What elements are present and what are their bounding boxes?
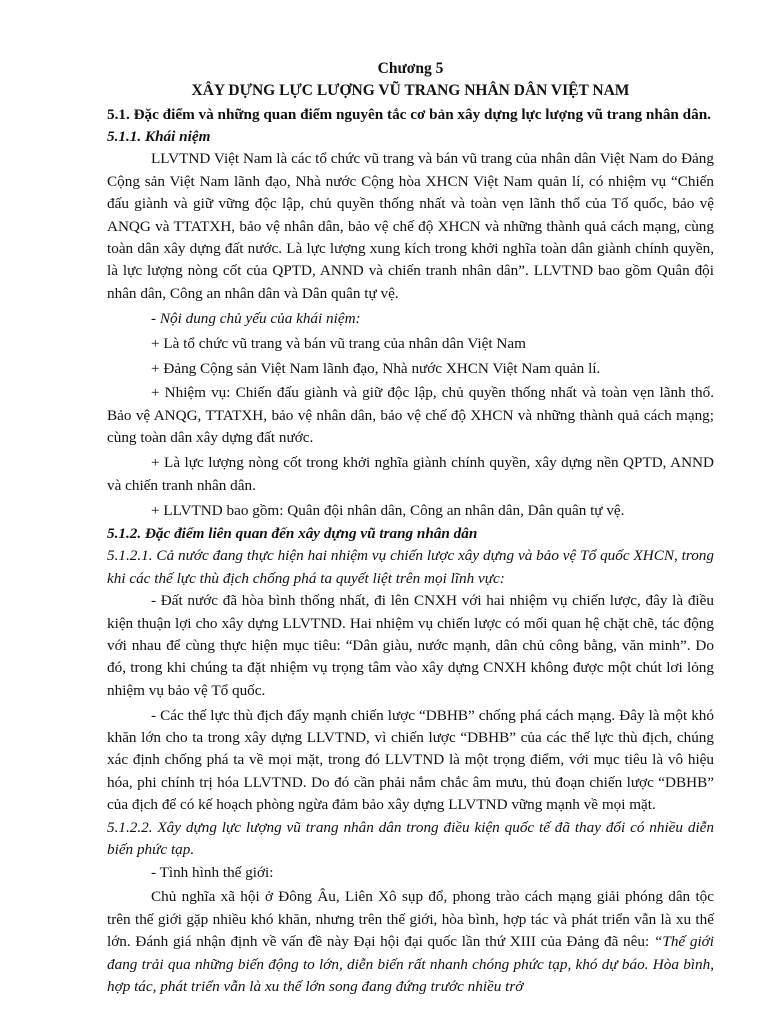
congress-quote: “Thế giới đang trải qua những biến động to lớn, diễn biến rất nhanh chóng phức tạp, khó dự báo. Hòa bình, hợp tác, phát triển vẫn là xu thế lớn song đang đứng trước nhiều trở xyxy=(107,933,714,996)
section-5-1-2-2-heading: 5.1.2.2. Xây dựng lực lượng vũ trang nhân dân trong điều kiện quốc tế đã thay đổi có nhiều diễn biến phức tạp. xyxy=(107,818,714,859)
section-5-1-1-heading: 5.1.1. Khái niệm xyxy=(107,128,211,145)
document-page xyxy=(107,58,714,998)
chapter-number: Chương 5 xyxy=(377,60,444,77)
world-situation-label: - Tình hình thế giới: xyxy=(151,863,274,881)
section-5-1-2-1-para-2: - Các thế lực thù địch đẩy mạnh chiến lược “DBHB” chống phá cách mạng. Đây là một khó khăn lớn cho ta trong xây dựng LLVTND, vì chiến lược “DBHB” của các thế lực thù địch, chúng xác định chống phá ta về mọi mặt, trong đó LLVTND là một trọng điểm, với mục tiêu là vô hiệu hóa, phi chính trị hóa LLVTND. Do đó cần phải nắm chắc âm mưu, thủ đoạn chiến lược “DBHB” của địch để có kế hoạch phòng ngừa đảm bảo xây dựng LLVTND vững mạnh về mọi mặt. xyxy=(107,706,714,814)
point-3: + Nhiệm vụ: Chiến đấu giành và giữ độc lập, chủ quyền thống nhất và toàn vẹn lãnh thổ. Bảo vệ ANQG, TTATXH, bảo vệ nhân dân, bảo vệ chế độ XHCN và những thành quả cách mạng; cùng toàn dân xây dựng đất nước. xyxy=(107,384,714,447)
section-5-1-2-heading: 5.1.2. Đặc điểm liên quan đến xây dựng vũ trang nhân dân xyxy=(107,524,478,542)
section-5-1-2-1-para-1: - Đất nước đã hòa bình thống nhất, đi lên CNXH với hai nhiệm vụ chiến lược, đây là điều kiện thuận lợi cho xây dựng LLVTND. Hai nhiệm vụ chiến lược có mối quan hệ chặt chẽ, tác động với nhau để cùng thực hiện mục tiêu: “Dân giàu, nước mạnh, dân chủ công bằng, văn minh”. Do đó, trong khi chúng ta đặt nhiệm vụ trọng tâm vào xây dựng CNXH không được một chút lơi lỏng nhiệm vụ bảo vệ Tổ quốc. xyxy=(107,592,714,699)
content-intro: - Nội dung chủ yếu của khái niệm: xyxy=(151,309,361,327)
section-5-1-heading: 5.1. Đặc điểm và những quan điểm nguyên tắc cơ bản xây dựng lực lượng vũ trang nhân dân. xyxy=(107,106,711,123)
chapter-title: XÂY DỰNG LỰC LƯỢNG VŨ TRANG NHÂN DÂN VIỆT NAM xyxy=(191,82,630,99)
point-2: + Đảng Cộng sản Việt Nam lãnh đạo, Nhà nước XHCN Việt Nam quản lí. xyxy=(151,359,601,377)
definition-paragraph: LLVTND Việt Nam là các tổ chức vũ trang và bán vũ trang của nhân dân Việt Nam do Đảng Cộng sản Việt Nam lãnh đạo, Nhà nước Cộng hòa XHCN Việt Nam quản lí, có nhiệm vụ “Chiến đấu giành và giữ vững độc lập, chủ quyền thống nhất và toàn vẹn lãnh thổ của Tổ quốc, bảo vệ ANQG và TTATXH, bảo vệ nhân dân, bảo vệ chế độ XHCN và những thành quả cách mạng, cùng toàn dân xây dựng đất nước. Là lực lượng xung kích trong khởi nghĩa toàn dân giành chính quyền, là lực lượng nòng cốt của QPTD, ANND và chiến tranh nhân dân”. LLVTND bao gồm Quân đội nhân dân, Công an nhân dân và Dân quân tự vệ. xyxy=(107,150,714,302)
world-situation-paragraph xyxy=(107,886,714,998)
world-situation-text: Chủ nghĩa xã hội ở Đông Âu, Liên Xô sụp đổ, phong trào cách mạng giải phóng dân tộc trên thế giới gặp nhiều khó khăn, nhưng trên thế giới, hòa bình, hợp tác và phát triển vẫn là xu thế lớn. Đánh giá nhận định về vấn đề này Đại hội đại quốc lần thứ XIII của Đảng đã nêu: xyxy=(107,888,714,951)
point-4: + Là lực lượng nòng cốt trong khởi nghĩa giành chính quyền, xây dựng nền QPTD, ANND và chiến tranh nhân dân. xyxy=(107,454,714,494)
point-5: + LLVTND bao gồm: Quân đội nhân dân, Công an nhân dân, Dân quân tự vệ. xyxy=(151,501,625,519)
point-1: + Là tổ chức vũ trang và bán vũ trang của nhân dân Việt Nam xyxy=(151,334,526,352)
section-5-1-2-1-heading: 5.1.2.1. Cả nước đang thực hiện hai nhiệm vụ chiến lược xây dựng và bảo vệ Tổ quốc XHCN, trong khi các thế lực thù địch chống phá ta quyết liệt trên mọi lĩnh vực: xyxy=(107,547,714,587)
